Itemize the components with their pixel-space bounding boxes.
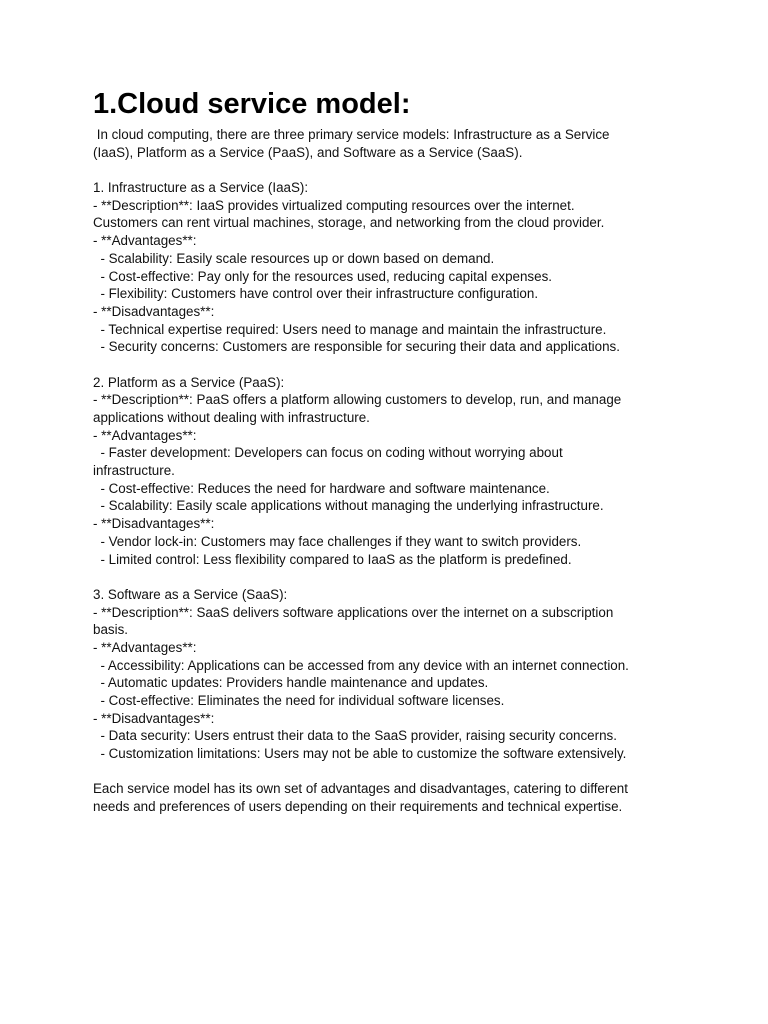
section-saas — [93, 586, 733, 763]
document-body — [93, 126, 733, 816]
section-paas — [93, 374, 733, 569]
advantage-item: - Automatic updates: Providers handle maintenance and updates. — [93, 675, 489, 691]
advantage-item: - Cost-effective: Reduces the need for hardware and software maintenance. — [93, 480, 550, 496]
text-line: In cloud computing, there are three primary service models: Infrastructure as a Service — [93, 127, 610, 142]
text-line: Each service model has its own set of advantages and disadvantages, catering to different — [93, 781, 628, 797]
advantage-item: - Accessibility: Applications can be accessed from any device with an internet connection. — [93, 657, 629, 673]
text-line: (IaaS), Platform as a Service (PaaS), and Software as a Service (SaaS). — [93, 144, 523, 160]
disadvantage-item: - Data security: Users entrust their data to the SaaS provider, raising security concerns. — [93, 728, 617, 744]
disadvantages-label: - **Disadvantages**: — [93, 303, 215, 319]
advantages-label: - **Advantages**: — [93, 639, 197, 655]
advantages-label: - **Advantages**: — [93, 427, 197, 443]
disadvantages-label: - **Disadvantages**: — [93, 516, 215, 532]
disadvantage-item: - Customization limitations: Users may not be able to customize the software extensively. — [93, 746, 627, 762]
advantage-item: - Scalability: Easily scale applications without managing the underlying infrastructure. — [93, 498, 604, 514]
description-line: Customers can rent virtual machines, storage, and networking from the cloud provider. — [93, 215, 605, 231]
text-line: needs and preferences of users depending on their requirements and technical expertise. — [93, 799, 623, 815]
section-iaas — [93, 179, 733, 356]
description-line: - **Description**: SaaS delivers software applications over the internet on a subscription — [93, 604, 614, 620]
description-line: basis. — [93, 622, 128, 638]
advantages-label: - **Advantages**: — [93, 233, 197, 249]
section-heading: 2. Platform as a Service (PaaS): — [93, 374, 285, 390]
description-line: applications without dealing with infrastructure. — [93, 410, 370, 425]
section-heading: 1. Infrastructure as a Service (IaaS): — [93, 180, 309, 196]
paragraph-gap — [93, 568, 733, 586]
document-page — [93, 86, 733, 816]
paragraph-gap — [93, 161, 733, 179]
advantage-item: - Cost-effective: Pay only for the resources used, reducing capital expenses. — [93, 268, 552, 284]
disadvantages-label: - **Disadvantages**: — [93, 710, 215, 726]
advantage-item: - Cost-effective: Eliminates the need for individual software licenses. — [93, 693, 505, 708]
description-line: - **Description**: PaaS offers a platform allowing customers to develop, run, and manage — [93, 392, 622, 408]
section-heading: 3. Software as a Service (SaaS): — [93, 586, 288, 602]
conclusion-paragraph — [93, 780, 733, 815]
disadvantage-item: - Vendor lock-in: Customers may face challenges if they want to switch providers. — [93, 533, 582, 549]
advantage-item: - Flexibility: Customers have control over their infrastructure configuration. — [93, 286, 539, 302]
disadvantage-item: - Security concerns: Customers are responsible for securing their data and applications. — [93, 339, 620, 355]
advantage-item: - Scalability: Easily scale resources up or down based on demand. — [93, 250, 495, 266]
description-line: - **Description**: IaaS provides virtualized computing resources over the internet. — [93, 197, 575, 213]
disadvantage-item: - Limited control: Less flexibility compared to IaaS as the platform is predefined. — [93, 551, 572, 567]
page-title: 1.Cloud service model: — [93, 88, 411, 120]
advantage-item-continued: infrastructure. — [93, 463, 175, 479]
intro-paragraph — [93, 126, 733, 161]
paragraph-gap — [93, 763, 733, 781]
advantage-item: - Faster development: Developers can focus on coding without worrying about — [93, 445, 563, 461]
disadvantage-item: - Technical expertise required: Users need to manage and maintain the infrastructure. — [93, 321, 607, 337]
paragraph-gap — [93, 356, 733, 374]
